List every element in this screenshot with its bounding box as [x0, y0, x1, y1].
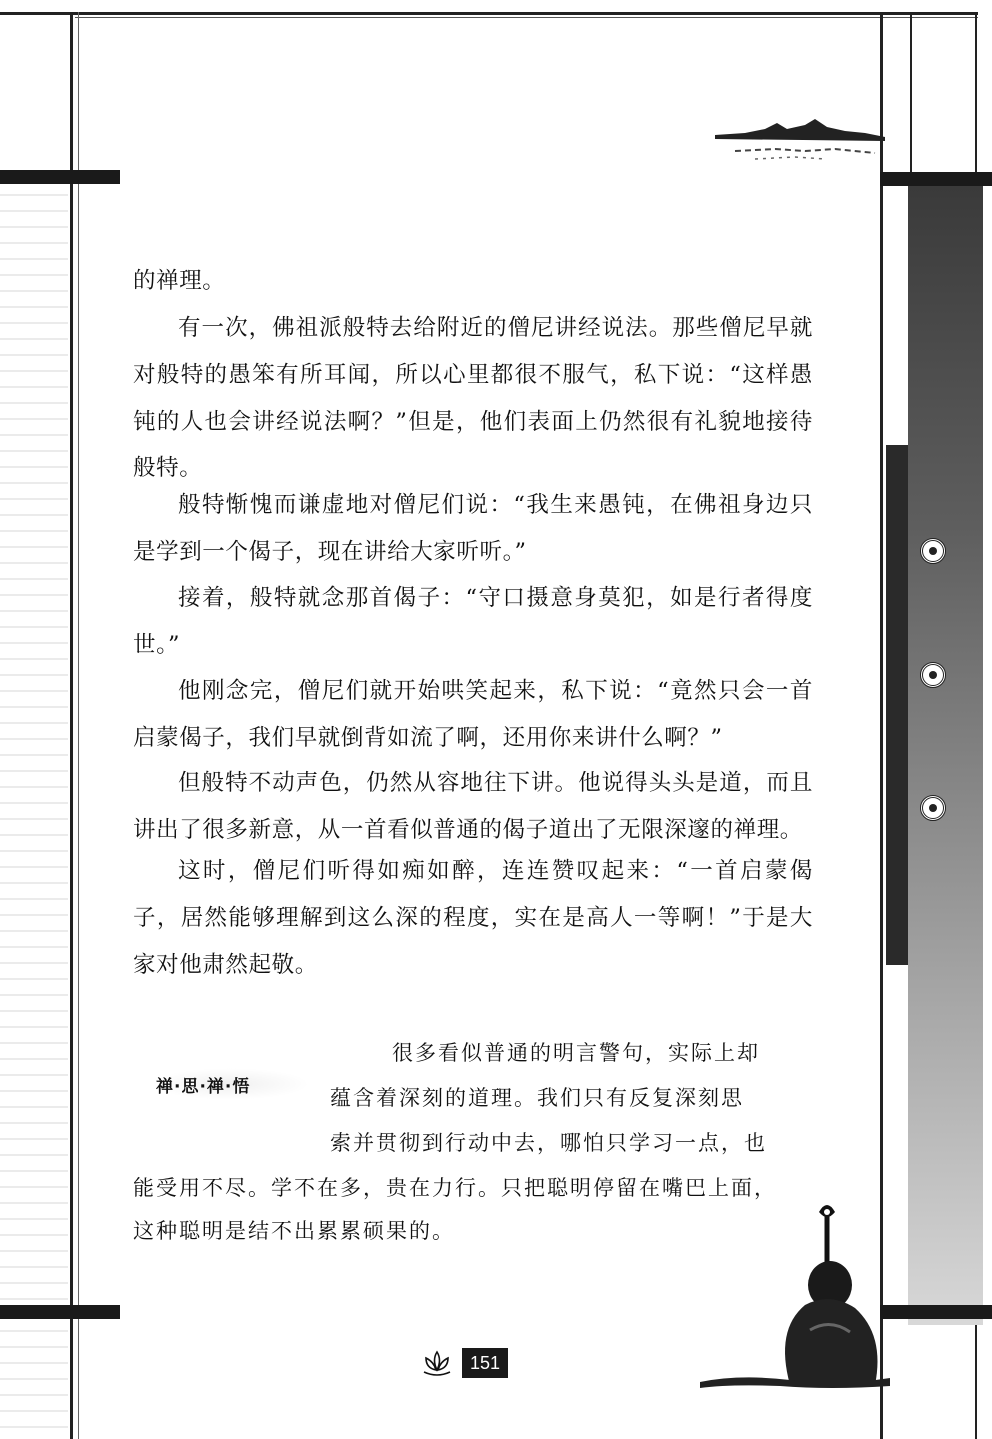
left-border: [70, 12, 73, 1439]
paragraph: 他刚念完，僧尼们就开始哄笑起来，私下说：“竟然只会一首启蒙偈子，我们早就倒背如流了啊，还用你来讲什么啊？”: [133, 678, 813, 751]
zen-text-line: 能受用不尽。学不在多，贵在力行。只把聪明停留在嘴巴上面，: [133, 1176, 777, 1200]
zen-text-line: 索并贯彻到行动中去，哪怕只学习一点，也: [330, 1131, 767, 1155]
zen-text-line: 这种聪明是结不出累累硕果的。: [133, 1219, 455, 1243]
paragraph: 般特惭愧而谦虚地对僧尼们说：“我生来愚钝，在佛祖身边只是学到一个偈子，现在讲给大家听听。”: [133, 492, 813, 565]
paragraph: 接着，般特就念那首偈子：“守口摄意身莫犯，如是行者得度世。”: [133, 585, 813, 658]
ornament-circle-icon: [920, 795, 946, 821]
right-dark-strip: [886, 445, 908, 965]
paragraph: 有一次，佛祖派般特去给附近的僧尼讲经说法。那些僧尼早就对般特的愚笨有所耳闻，所以心里都很不服气，私下说：“这样愚钝的人也会讲经说法啊？”但是，他们表面上仍然很有礼貌地接待般特。: [133, 315, 813, 482]
top-border: [0, 12, 978, 15]
ornament-circle-icon: [920, 662, 946, 688]
page-footer: [420, 1345, 508, 1381]
monk-illustration-icon: [735, 1200, 885, 1385]
left-margin-texture: [0, 180, 68, 1439]
paragraph: 这时，僧尼们听得如痴如醉，连连赞叹起来：“一首启蒙偈子，居然能够理解到这么深的程度，实在是高人一等啊！”于是大家对他肃然起敬。: [133, 858, 813, 978]
mountain-landscape-icon: [715, 115, 885, 163]
left-decor-bar-top: [0, 170, 120, 184]
left-border-inner: [78, 12, 79, 1439]
page-number: 151: [462, 1348, 508, 1378]
paragraph: 但般特不动声色，仍然从容地往下讲。他说得头头是道，而且讲出了很多新意，从一首看似普通的偈子道出了无限深邃的禅理。: [133, 770, 813, 843]
zen-text-line: 蕴含着深刻的道理。我们只有反复深刻思: [330, 1086, 744, 1110]
right-ink-band: [908, 185, 983, 1325]
lotus-icon: [420, 1348, 454, 1378]
left-decor-bar-bottom: [0, 1305, 120, 1319]
zen-text-line: 很多看似普通的明言警句，实际上却: [392, 1041, 760, 1065]
top-border-inner: [75, 17, 978, 18]
right-decor-bar-top: [880, 172, 992, 186]
right-border-upper: [910, 12, 912, 187]
ground-ink-icon: [700, 1372, 890, 1390]
ornament-circle-icon: [920, 538, 946, 564]
zen-reflection-badge: 禅·思·禅·悟: [150, 1068, 310, 1100]
paragraph-continuation: 的禅理。: [133, 268, 226, 294]
right-decor-bar-bottom: [880, 1305, 992, 1319]
